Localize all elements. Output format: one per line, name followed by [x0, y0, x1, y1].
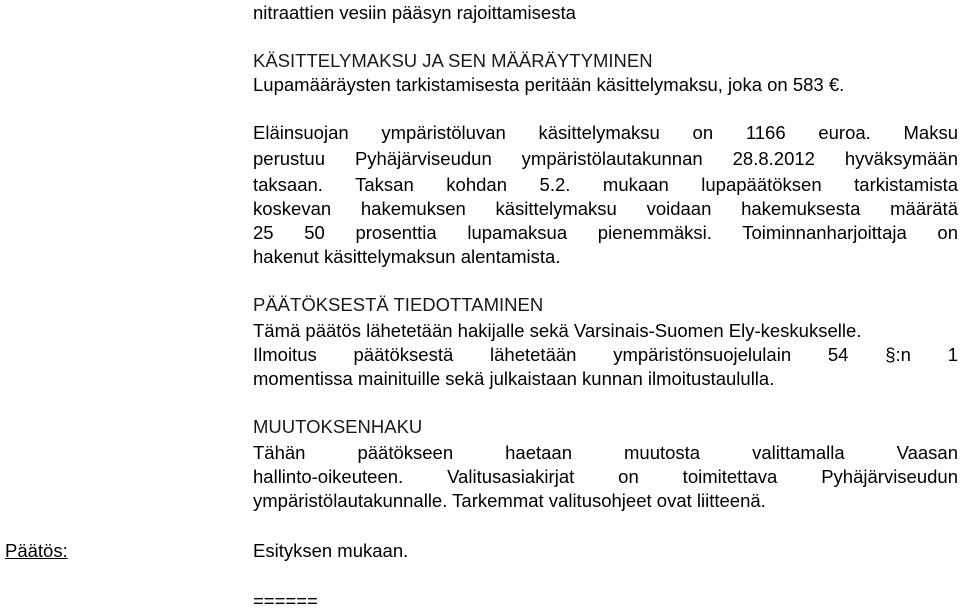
intro-line: nitraattien vesiin pääsyn rajoittamisesta — [253, 2, 576, 23]
fee-heading: KÄSITTELYMAKSU JA SEN MÄÄRÄYTYMINEN — [253, 50, 653, 71]
decision-label-colon: : — [62, 540, 68, 561]
fee-paragraph-line: hakenut käsittelymaksun alentamista. — [253, 246, 561, 267]
decision-label-text: Päätös — [5, 540, 63, 561]
end-marker: ====== — [253, 590, 318, 611]
notice-paragraph-line: Ilmoitus päätöksestä lähetetään ympäristönsuojelulain 54 §:n 1 — [253, 344, 958, 365]
fee-paragraph-line: perustuu Pyhäjärviseudun ympäristölautakunnan 28.8.2012 hyväksymään — [253, 148, 958, 169]
notice-line: Tämä päätös lähetetään hakijalle sekä Varsinais-Suomen Ely-keskukselle. — [253, 320, 862, 341]
appeal-heading: MUUTOKSENHAKU — [253, 416, 423, 437]
appeal-paragraph-line: Tähän päätökseen haetaan muutosta valittamalla Vaasan — [253, 442, 958, 463]
fee-paragraph-line: taksaan. Taksan kohdan 5.2. mukaan lupapäätöksen tarkistamista — [253, 174, 958, 195]
fee-paragraph-line: koskevan hakemuksen käsittelymaksu voidaan hakemuksesta määrätä — [253, 198, 958, 219]
decision-label — [5, 540, 68, 562]
fee-paragraph-line: Eläinsuojan ympäristöluvan käsittelymaksu on 1166 euroa. Maksu — [253, 122, 958, 143]
notice-heading: PÄÄTÖKSESTÄ TIEDOTTAMINEN — [253, 294, 544, 315]
decision-text: Esityksen mukaan. — [253, 540, 409, 561]
notice-paragraph-line: momentissa mainituille sekä julkaistaan kunnan ilmoitustaululla. — [253, 368, 775, 389]
fee-paragraph-line: 25 50 prosenttia lupamaksua pienemmäksi. Toiminnanharjoittaja on — [253, 222, 958, 243]
fee-line: Lupamääräysten tarkistamisesta peritään käsittelymaksu, joka on 583 €. — [253, 74, 845, 95]
appeal-paragraph-line: ympäristölautakunnalle. Tarkemmat valitusohjeet ovat liitteenä. — [253, 490, 766, 511]
appeal-paragraph-line: hallinto-oikeuteen. Valitusasiakirjat on toimitettava Pyhäjärviseudun — [253, 466, 958, 487]
